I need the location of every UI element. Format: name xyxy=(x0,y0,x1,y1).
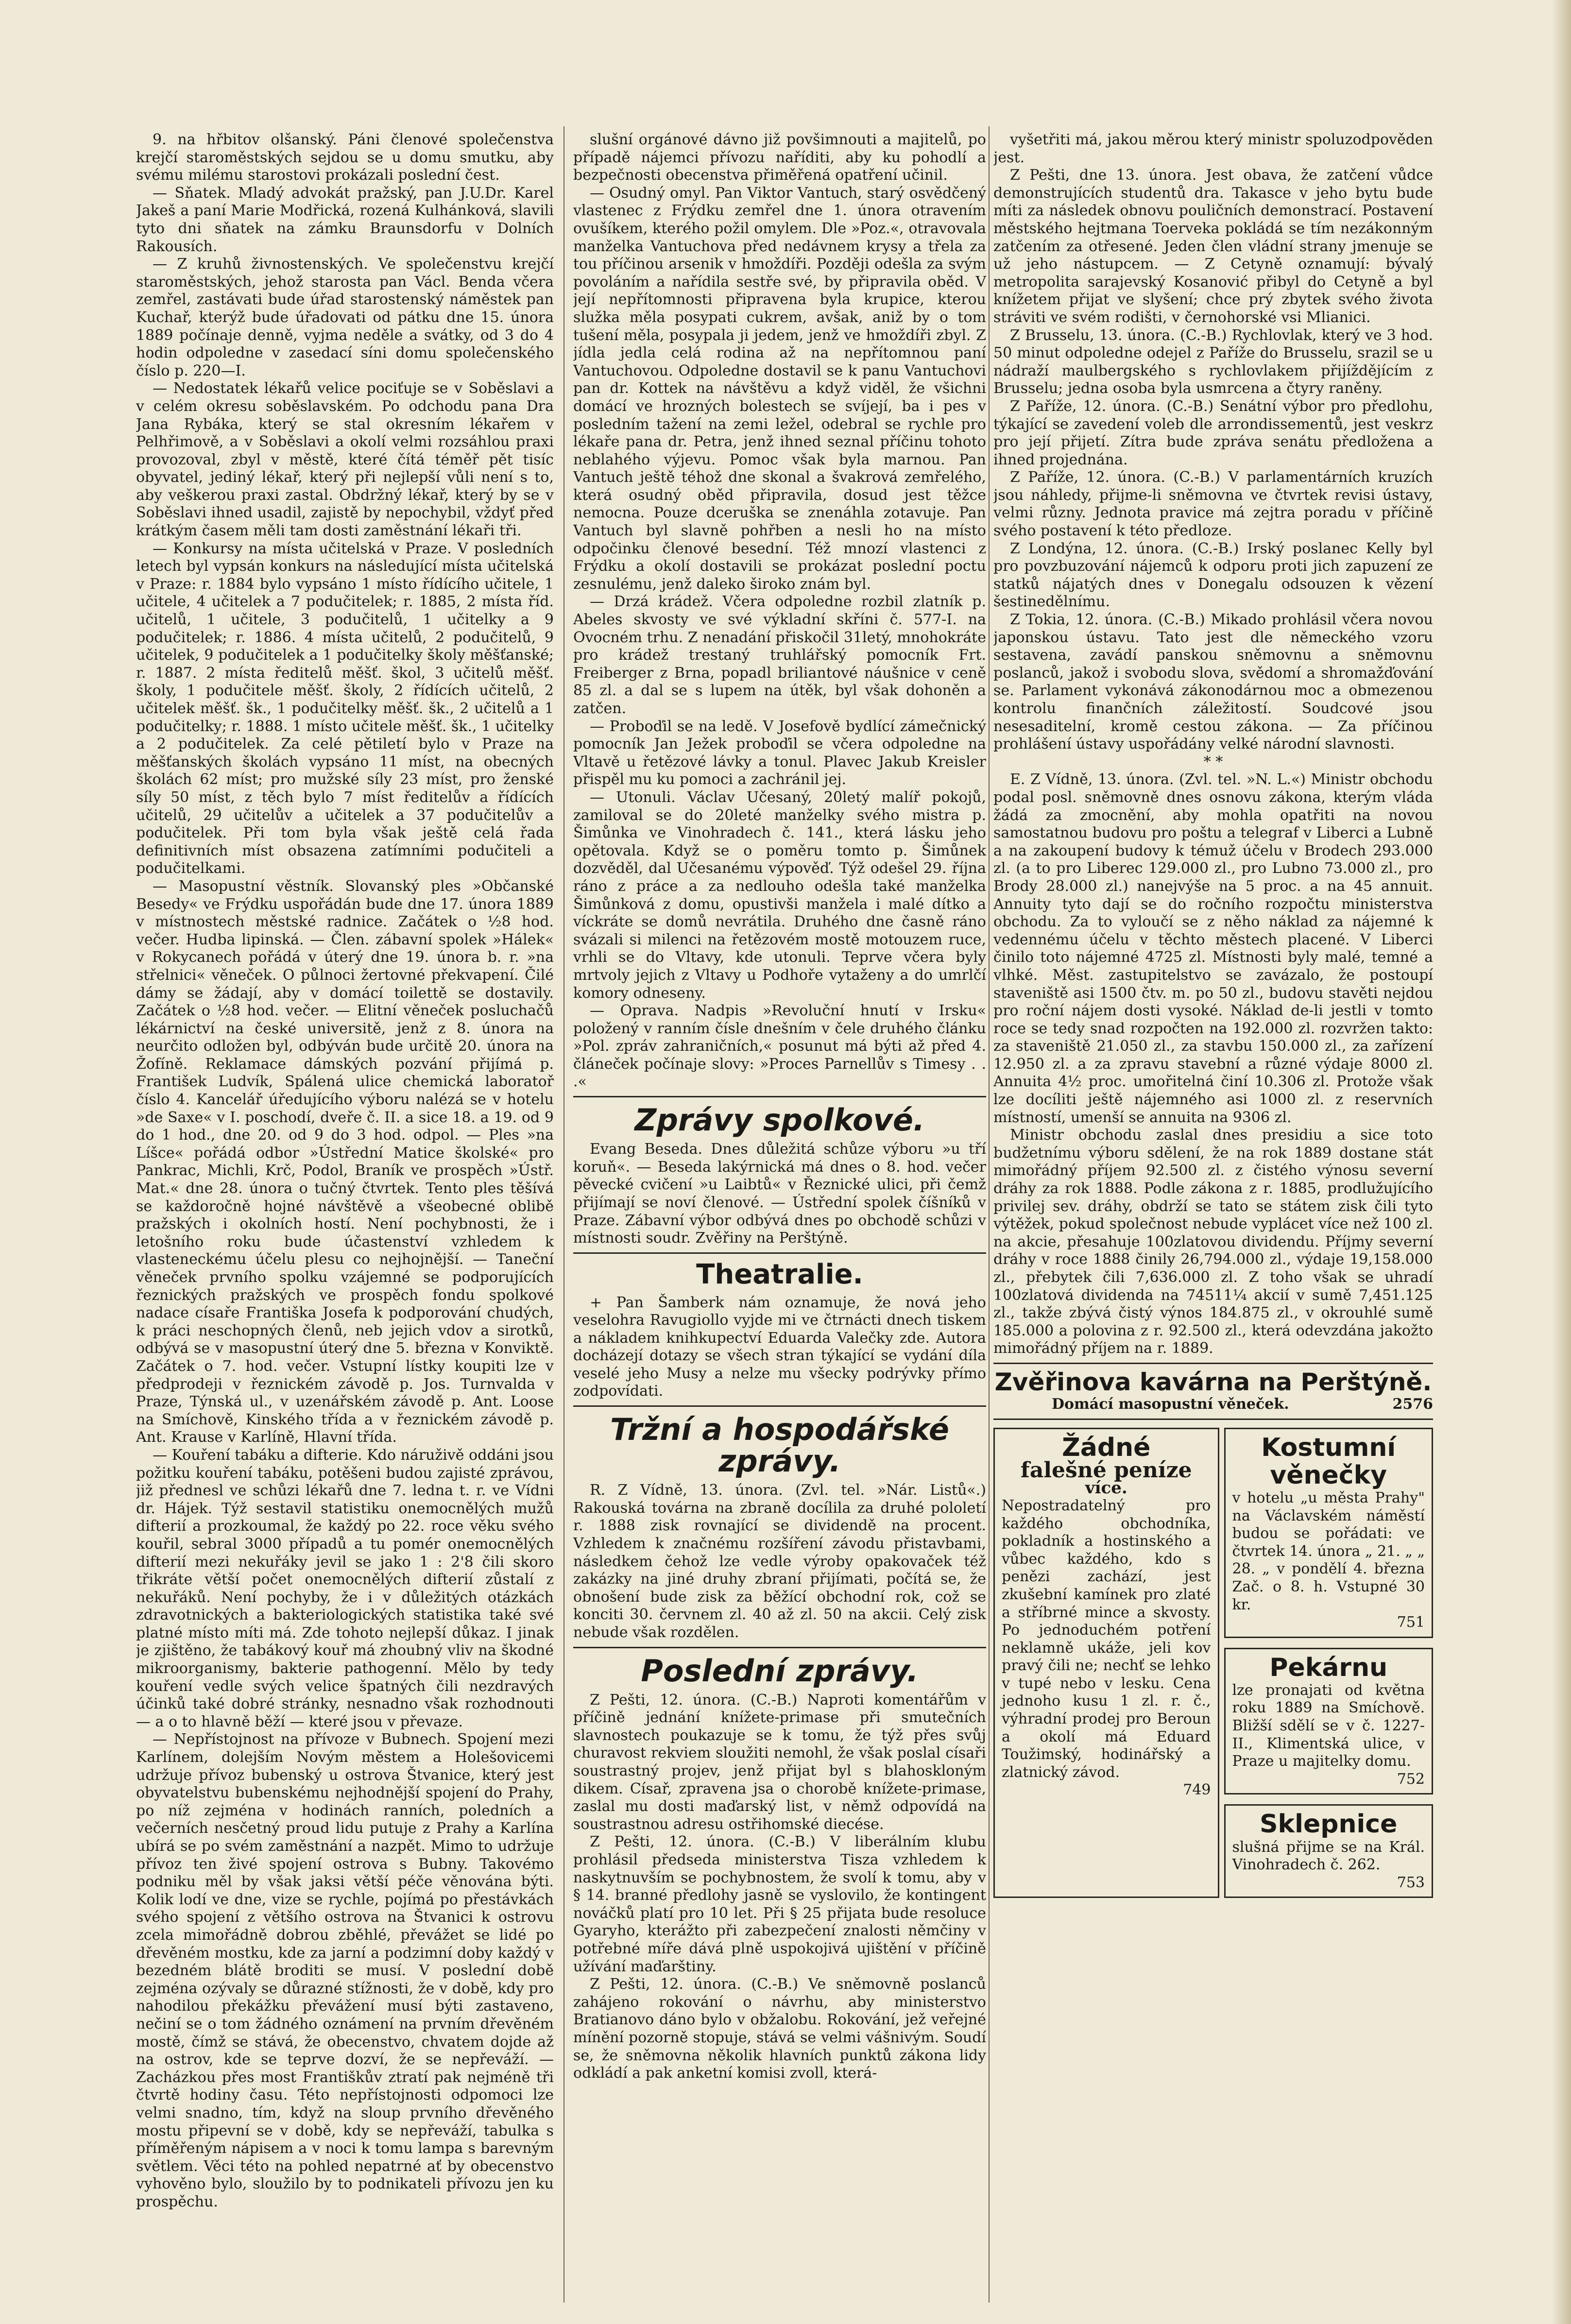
divider xyxy=(993,1418,1433,1420)
paragraph: Z Paříže, 12. února. (C.-B.) Senátní výbor pro předlohu, týkající se zavedení voleb dle arrondissementů, jest veskrz pro její přijetí. Zítra bude zpráva senátu předložena a ihned projednána. xyxy=(993,397,1433,468)
ad-title: Pekárnu xyxy=(1269,1653,1388,1682)
ad-body: lze pronajati od května roku 1889 na Smíchově. Bližší sdělí se v č. 1227-II., Klimentská ulice, v Praze u majitelky domu. xyxy=(1232,1681,1425,1770)
ad-number: 753 xyxy=(1397,1874,1425,1891)
paragraph: + Pan Šamberk nám oznamuje, že nová jeho veselohra Ravugiollo vyjde mi ve čtrnácti dnech tiskem a nákladem knihkupectví Eduarda Valečky zde. Autora docházejí dotazy se všech stran týkající se vydání díla veselé jeho Musy a nelze mu všecky podrývky přímo zodpovídati. xyxy=(573,1294,986,1400)
paragraph: R. Z Vídně, 13. února. (Zvl. tel. »Nár. Listů«.) Rakouská továrna na zbraně docílila za druhé pololetí r. 1888 zisk rovnající se dividendě na procent. Vzhledem k značnému rozšíření závodu přistavbami, následkem čehož lze vedle výroby opakovaček též zakázky na jiné druhy zbraní přijímati, počítá se, že obnošení bude zisk za běžící obchodní rok, což se konciti 30. červnem zl. 40 až zl. 50 na akcii. Celý zisk nebude však rozdělen. xyxy=(573,1482,986,1641)
section-heading-latest: Poslední zprávy. xyxy=(641,1653,919,1689)
divider xyxy=(573,1252,986,1254)
paragraph: — Masopustní věstník. Slovanský ples »Občanské Besedy« ve Frýdku uspořádán bude dne 17. února 1889 v místnostech městské radnice. Začátek o ½8 hod. večer. Hudba lipinská. — Člen. zábavní spolek »Hálek« v Rokycanech pořádá v úterý dne 19. února b. r. »na střelnici« věneček. O půlnoci žertovné překvapení. Čilé dámy se žádají, aby v domácí toilettě se dostavily. Začátek o ½8 hod. večer. — Elitní věneček posluchačů lékárnictví na české universitě, jenž z 8. února na neurčito odložen byl, odbýván bude určitě 20. února na Žofíně. Reklamace dámských pozvání přijímá p. František Ludvík, Spálená ulice chemická laboratoř číslo 4. Kancelář úředujícího výboru nalézá se v hotelu »de Saxe« v I. poschodí, dveře č. II. a sice 18. a 19. od 9 do 1 hod., dne 20. od 9 do 3 hod. odpol. — Ples »na Líšce« pořádá odbor »Ústřední Matice školské« pro Pankrac, Michli, Krč, Podol, Braník ve prospěch »Ústř. Mat.« dne 28. února o tučný čtvrtek. Tento ples těšívá se každoročně hojné návštěvě a všeobecné oblibě pražských i okolních hostí. Není pochybnosti, že i letošního roku bude účastenství vzhledem k vlasteneckému účelu plesu co nejhojnější. — Taneční věneček prvního spolku vzájemné se podporujících řeznických pražských ve prospěch fondu spolkové nadace císaře Františka Josefa k podporování chudých, k práci neschopných členů, neb jejich vdov a sirotků, odbývá se v masopustní úterý dne 5. března v Konviktě. Začátek o 7. hod. večer. Vstupní lístky koupiti lze v předprodeji v řeznickém závodě p. Jos. Turnvalda v Praze, Týnská ul., v uzenářském závodě p. Ant. Loose na Smíchově, Kinského třída a v řeznickém závodě p. Ant. Krause v Karlíně, Hlavní třída. xyxy=(136,877,554,1446)
section-heading-theatre: Theatralie. xyxy=(696,1258,863,1290)
ad-body: v hotelu „u města Prahy" na Václavském náměstí budou se pořádati: ve čtvrtek 14. února „ 21. „ „ 28. „ v pondělí 4. března Zač. o 8. h. Vstupné 30 kr. xyxy=(1232,1489,1425,1613)
divider xyxy=(993,1363,1433,1364)
column-2 xyxy=(573,131,986,2303)
ad-number: 2576 xyxy=(1392,1395,1433,1413)
divider xyxy=(573,1405,986,1407)
ads-stack xyxy=(1224,1425,1434,1901)
paragraph: — Drzá krádež. Včera odpoledne rozbil zlatník p. Abeles skvosty ve své výkladní skříni č. 577-I. na Ovocném trhu. Z nenadání přiskočil 31letý, mnohokráte pro krádež trestaný truhlářský pomocník Frt. Freiberger z Brna, popadl briliantové náušnice v ceně 85 zl. a dal se s lupem na útěk, byl však dohoněn a zatčen. xyxy=(573,593,986,717)
ad-title: falešné peníze xyxy=(1020,1457,1192,1483)
ad-title: Sklepnice xyxy=(1260,1810,1398,1839)
paragraph: — Nedostatek lékařů velice pociťuje se v Soběslavi a v celém okresu soběslavském. Po odchodu pana Dra Jana Rybáka, který se stal okresním lékařem v Pelhřimově, a v Soběslavi a okolí velmi rozsáhlou praxi provozoval, zbyl v městě, které čítá téměř pět tisíc obyvatel, jediný lékař, který při nejlepší vůli není s to, aby veškerou praxi zastal. Obdržný lékař, který by se v Soběslavi ihned usadil, zajistě by nepochybil, vždyť před krátkým časem měli tam dosti zaměstnání lékaři tři. xyxy=(136,380,554,540)
paragraph: vyšetřiti má, jakou měrou který ministr spoluzodpověden jest. xyxy=(993,131,1433,166)
paragraph: Evang Beseda. Dnes důležitá schůze výboru »u tří koruň«. — Beseda lakýrnická má dnes o 8. hod. večer pěvecké cvičení »u Laibtů« v Řeznické ulici, při čemž přijímají se noví členové. — Ústřední spolek číšníků v Praze. Zábavní výbor odbývá dnes po obchodě schůzi v místnosti soudr. Zvěřiny na Perštýně. xyxy=(573,1141,986,1247)
section-heading-spolky: Zprávy spolkové. xyxy=(634,1102,925,1138)
ad-number: 752 xyxy=(1397,1770,1425,1788)
paragraph: Z Pešti, dne 13. února. Jest obava, že zatčení vůdce demonstrujících studentů dra. Takasce v jeho bytu bude míti za následek obnovu pouličních demonstrací. Postavení městského hejtmana Toerveka pokládá se tím nezákonným zatčením za otřesené. Jeden člen vládní strany jmenuje se už jeho nástupcem. — Z Cetyně oznamují: bývalý metropolita sarajevský Kosanović přibyl do Cetyně a byl knížetem přijat ve slyšení; chce prý zbytek svého života stráviti ve svém rodišti, v černohorské vsi Mlianici. xyxy=(993,167,1433,326)
section-heading-market: Tržní a hospodářské zprávy. xyxy=(610,1412,949,1479)
paragraph: — Nepřístojnost na přívoze v Bubnech. Spojení mezi Karlínem, dolejším Novým městem a Holešovicemi udržuje přívoz bubenský u ostrova Štvanice, který jest obyvatelstvu bubenskému nejhodnější spojení do Prahy, po níž zejména v hodinách ranních, poledních a večerních nesčetný proud lidu putuje z Prahy a Karlína ubírá se po svém zaměstnání a nazpět. Mimo to udržuje přívoz ten živé spojení ostrova s Bubny. Takovémo podniku měl by však jaksi větší péče věnována býti. Kolik lodí ve dne, vize se rychle, pojímá po přestávkách svého spojení z většího ostrova na Štvanici k ostrovu zcela mimořádně dobrou zběhlé, převážet se lidé po dřevěném mostku, kde za jarní a podzimní doby každý v bezedném blátě broditi se musí. V poslední době zejména ozývaly se důrazné stížnosti, že v době, kdy pro nahodilou překážku převážení musí býti zastaveno, nečiní se o tom žádného oznámení na prvním dřevěném mostě, čímž se stává, že obecenstvo, chvatem dojde až na ostrov, kde se teprve dozví, že se nepřeváží. — Zacházkou přes most Františkův ztratí pak nejméně tři čtvrtě hodiny času. Této nepřístojnosti odpomoci lze velmi snadno, tím, když na sloup prvního dřevěného mostu připevní se v době, kdy se nepřeváží, tabulka s příměřeným nápisem a v noci k tomu lampa s barevným světlem. Věci této na pohled nepatrné ať by obecenstvo vyhověno bylo, sloužilo by to podnikateli přívozu jen ku prospěchu. xyxy=(136,1731,554,2210)
paragraph: 9. na hřbitov olšanský. Páni členové společenstva krejčí staroměstských sejdou se u domu smutku, aby svému milému starostovi prokázali poslední čest. xyxy=(136,131,554,184)
ad-cafe-title: Zvěřinova kavárna na Perštýně. xyxy=(994,1367,1432,1396)
paragraph: Z Brusselu, 13. února. (C.-B.) Rychlovlak, který ve 3 hod. 50 minut odpoledne odejel z Paříže do Brusselu, srazil se u nádraží maulbergského s rychlovlakem přijíždějícím z Brusselu; jedna osoba byla usmrcena a čtyry raněny. xyxy=(993,326,1433,397)
paragraph: Ministr obchodu zaslal dnes presidiu a sice toto budžetnímu výboru sdělení, že na rok 1889 dostane stát mimořádný příjem 92.500 zl. z čistého výnosu severní dráhy za rok 1888. Podle zákona z r. 1885, prodlužujícího privilej sev. dráhy, obdrží se tato se státem zisk čili tyto výtěžek, pokud společnost nebude vyplácet více než 100 zl. na akcie, přesahuje 100zlatovou dividendu. Příjmy severní dráhy v roce 1888 činily 26,794.000 zl., výdaje 19,158.000 zl., přebytek čili 7,636.000 zl. Z toho však se uhradí 100zlatová dividenda na 74511¼ akcií v sumě 7,451.125 zl., takže zbývá čistý výnos 184.875 zl., v okrouhlé sumě 185.000 a polovina z r. 92.500 zl., která odevzdána jakožto mimořádný příjem na r. 1889. xyxy=(993,1127,1433,1357)
ad-body: Nepostradatelný pro každého obchodníka, pokladník a hostinského a vůbec každého, kdo s penězi zachází, jest zkušební kamínek pro zlaté a stříbrné mince a skvosty. Po jednoduchém potření neklamně ukáže, jeli kov pravý čili ne; nechť se lehko v tupé nebo v lesku. Cena jednoho kusu 1 zl. r. č., výhradní prodej pro Beroun a okolí má Eduard Toužimský, hodinářský a zlatnický závod. xyxy=(1002,1497,1211,1781)
column-3 xyxy=(993,131,1433,2303)
separator-stars: * * xyxy=(1203,753,1223,770)
ad-cafe-line xyxy=(993,1396,1433,1414)
ad-waitress xyxy=(1224,1804,1434,1898)
paragraph: Z Pešti, 12. února. (C.-B.) V liberálním klubu prohlásil předseda ministerstva Tisza vzhledem k naskytnuvším se pochybnostem, že svolí k tomu, aby v § 14. branné předlohy jasně se vyslovilo, že kontingent nováčků platí pro 10 let. Při § 25 přijata bude resoluce Gyaryho, kterážto při zabezpečení znalosti němčiny v potřebné míře dává plně uspokojivá ujištění v příčině užívání maďarštiny. xyxy=(573,1833,986,1975)
paragraph: — Utonuli. Václav Učesaný, 20letý malíř pokojů, zamiloval se do 20leté manželky svého mistra p. Šimůnka ve Vinohradech č. 141., která lásku jeho opětovala. Když se o poměru tomto p. Šimůnek dozvěděl, dal Učesanému výpověď. Týž odešel 29. října ráno z práce a za nedlouho odešla také manželka Šimůnková z domu, opustivši manžela i malé dítko a víckráte se domů nevrátila. Druhého dne časně ráno svázali si milenci na řetězovém mostě motouzem ruce, vrhli se do Vltavy, kde utonuli. Teprve včera byly mrtvoly jejich z Vltavy u Podhoře vytaženy a do umrlčí komory odneseny. xyxy=(573,788,986,1002)
ads-row xyxy=(993,1425,1433,1901)
column-1 xyxy=(136,131,554,2303)
paragraph: — Sňatek. Mladý advokát pražský, pan J.U.Dr. Karel Jakeš a paní Marie Modřická, rozená Kulhánková, slavili tyto dni sňatek na zámku Braunsdorfu v Dolních Rakousích. xyxy=(136,184,554,255)
paragraph: E. Z Vídně, 13. února. (Zvl. tel. »N. L.«) Ministr obchodu podal posl. sněmovně dnes osnovu zákona, kterým vláda žádá za zmocnění, aby mohla opatřiti na novou samostatnou budovu pro poštu a telegraf v Liberci a Lubně a na zakoupení budovy k témuž účelu v Brodech 293.000 zl. (a to pro Liberec 129.000 zl., pro Lubno 73.000 zl., pro Brody 28.000 zl.) nanejvýše na 5 proc. a na 45 annuit. Annuity tyto dají se do ročního rozpočtu ministerstva obchodu. Za to vyloučí se z něho náklad za nájemné k vedennému účelu v těchto městech placené. V Liberci činilo toto nájemné 4725 zl. Místnosti byly malé, temné a vlhké. Měst. zastupitelstvo se zavázalo, že postoupí staveniště asi 1500 čtv. m. po 50 zl., budovu stavěti nejdou pro roční nájem dosti vysoké. Náklad de-li jestli v tomto roce se tedy snad rozpočten na 192.000 zl. rozvržen takto: za staveniště 21.050 zl., za stavbu 150.000 zl., za zařízení 12.950 zl. a za zpravu stavební a různé výdaje 8000 zl. Annuita 4½ proc. umořitelná činí 10.306 zl. Protože však lze docíliti ještě nájemného asi 1000 zl. z reservních místností, umenší se annuita na 9306 zl. xyxy=(993,771,1433,1126)
column-rule xyxy=(989,126,990,2303)
ad-bakery xyxy=(1224,1648,1434,1795)
paragraph: Z Londýna, 12. února. (C.-B.) Irský poslanec Kelly byl pro povzbuzování nájemců k odporu proti jich zapuzení ze statků nájatých dnes v Donegalu odsouzen k vězení šestinedělnímu. xyxy=(993,540,1433,611)
ad-title: Kostumní věnečky xyxy=(1261,1433,1396,1490)
divider xyxy=(573,1096,986,1097)
paragraph: Z Tokia, 12. února. (C.-B.) Mikado prohlásil včera novou japonskou ústavu. Tato jest dle německého vzoru sestavena, zavádí panskou sněmovnu a sněmovnu poslanců, jakož i svobodu slova, svědomí a shromažďování se. Parlament vykonává zákonodárnou moc a obmezenou kontrolu finančních záležitostí. Soudcové jsou nesesaditelní, kromě cestou zákona. — Za příčinou prohlášení ústavy uspořádány velké národní slavnosti. xyxy=(993,611,1433,753)
paragraph: — Oprava. Nadpis »Revoluční hnutí v Irsku« položený v ranním čísle dnešním v čele druhého článku »Pol. zpráv zahraničních,« posunut má býti až před 4. článeček počínaje slovy: »Proces Parnellův s Timesy . . .« xyxy=(573,1002,986,1091)
paragraph: Z Pešti, 12. února. (C.-B.) Ve sněmovně poslanců zahájeno rokování o návrhu, aby ministerstvo Bratianovo dáno bylo v obžalobu. Rokování, jež veřejné mínění pozorně stopuje, stává se velmi vášnivým. Soudí se, že sněmovna několik hlavních punktů zákona lidy odkládí a pak anketní komisi zvoll, která- xyxy=(573,1976,986,2082)
divider xyxy=(573,1647,986,1648)
ad-counterfeit xyxy=(993,1428,1219,1898)
paragraph: — Kouření tabáku a difterie. Kdo náruživě oddáni jsou požitku kouření tabáku, potěšeni budou zajisté zprávou, již přednesl ve schůzi lékařů dne 7. ledna t. r. ve Vídni dr. Hájek. Týž sestavil statistiku onemocnělých mužů difterií a prozkoumal, že každý po 22. roce věku svého kouřil, sebral 3000 případů a tu pomér onemocnělých difterií mezi nekuřáky jevil se jako 1 : 2'8 čili skoro třikráte větší počet onemocnělých difterií zůstalí z nekuřáků. Není pochyby, že i v důležitých otázkách zdravotnických a bakteriologických statistika také své platné místo míti má. Zde tohoto nejlepší důkaz. I jinak je zjištěno, že tabákový kouř má zhoubný vliv na škodné mikroorganismy, bakterie pathogenní. Mělo by tedy kouření vedle svých velice špatných čili nezdravých účinků také dobré stránky, nesnadno však rozhodnouti — a o to hlavně běží — které jsou v převaze. xyxy=(136,1446,554,1730)
ad-number: 751 xyxy=(1397,1614,1425,1631)
paragraph: — Konkursy na místa učitelská v Praze. V posledních letech byl vypsán konkurs na následující místa učitelská v Praze: r. 1884 bylo vypsáno 1 místo řídícího učitele, 1 učitele, 4 učitelek a 7 podučitelek; r. 1885, 2 místa říd. učitelů, 1 učitele, 3 podučitelů, 1 učitelky a 9 podučitelek; r. 1886. 4 místa učitelů, 2 podučitelů, 9 učitelek, 9 podučitelek a 1 podučitelky školy měšťanské; r. 1887. 2 místa ředitelů měšť. škol, 3 učitelů měšť. školy, 1 podučitele měšť. školy, 2 řídících učitelů, 2 učitelek měšť. šk., 1 podučitelky měšť. šk., 2 učitelů a 1 podučitelky; r. 1888. 1 místo učitele měšť. šk., 1 učitelky a 2 podučitelek. Za celé pětiletí bylo v Praze na měšťanských školách vypsáno 11 míst, na obecných školách 62 míst; pro mužské síly 23 míst, pro ženské síly 50 míst, z těch bylo 7 míst ředitelův a řídících učitelů, 29 učitelův a učitelek a 37 podučitelův a podučitelek. Při tom byla však ještě celá řada definitivních míst obsazena zatímními podučiteli a podučitelkami. xyxy=(136,540,554,877)
ad-costume-balls xyxy=(1224,1428,1434,1638)
ad-cafe-subtitle: Domácí masopustní věneček. xyxy=(1052,1395,1289,1413)
page-edge xyxy=(1552,0,1571,2324)
paragraph: — Proboďil se na ledě. V Josefově bydlící zámečnický pomocník Jan Ježek proboďil se včera odpoledne na Vltavě u řetězové lávky a tonul. Plavec Jakub Kreisler přispěl mu ku pomoci a zachránil jej. xyxy=(573,718,986,788)
ad-title: více. xyxy=(1085,1478,1127,1498)
ad-body: slušná přijme se na Král. Vinohradech č. 262. xyxy=(1232,1838,1425,1874)
paragraph: Z Pešti, 12. února. (C.-B.) Naproti komentářům v příčině jednání knížete-primase při smutečních slavnostech poukazuje se k tomu, že týž přes svůj churavost rekviem sloužiti nemohl, že však poslal císaři soustrastný projev, jenž přijat byl s blahoskloným dikem. Císař, zpravena jsa o chorobě knížete-primase, zaslal mu dosti maďarský list, v němž odpovídá na soustrastnou adresu ostřihomské diecése. xyxy=(573,1691,986,1833)
ad-number: 749 xyxy=(1183,1781,1211,1799)
paragraph: — Osudný omyl. Pan Viktor Vantuch, starý osvědčený vlastenec z Frýdku zemřel dne 1. února otravením ovušíkem, kterého požil omylem. Dle »Poz.«, otravovala manželka Vantuchova před nedávnem krysy a třela za tou příčinou arsenik v hmoždíři. Později odešla za svým povoláním a nařídila sestře své, by připravila oběd. V její nepřítomnosti připravena byla krupice, kterou služka měla posypati cukrem, avšak, aniž by o tom tušení měla, posypala ji jedem, jenž ve hmoždíři zbyl. Z jídla jedla celá rodina až na nepřítomnou paní Vantuchovou. Odpoledne dostavil se k panu Vantuchovi pan dr. Kottek na návštěvu a když viděl, že všichni domácí ve hrozných bolestech se svíjejí, ba i pes v posledním tažení na zemi ležel, odebral se rychle pro lékaře pana dr. Petra, jenž ihned seznal příčinu tohoto neblahého výjevu. Pomoc však byla marnou. Pan Vantuch ještě téhož dne skonal a švakrová zemřelého, která osudný oběd připravila, dosud jest těžce nemocna. Pouze dceruška se znenáhla zotavuje. Pan Vantuch byl slavně pohřben a nesli ho na místo odpočinku členové besední. Též mnozí vlastenci z Frýdku a okolí dostavili se prokázat poslední poctu zesnulému, jenž daleko široko znám byl. xyxy=(573,184,986,593)
paragraph: Z Paříže, 12. února. (C.-B.) V parlamentárních kruzích jsou náhledy, přijme-li sněmovna ve čtvrtek revisi ústavy, velmi různy. Jednota pravice má zejtra poradu v příčině svého postavení k této předloze. xyxy=(993,469,1433,540)
paragraph: slušní orgánové dávno již povšimnouti a majitelů, po případě nájemci přívozu naříditi, aby ku pohodlí a bezpečnosti obecenstva přiměřená opatření učinil. xyxy=(573,131,986,184)
ad-title: Žádné xyxy=(1062,1433,1151,1462)
paragraph: — Z kruhů živnostenských. Ve společenstvu krejčí staroměstských, jehož starosta pan Václ. Benda včera zemřel, zastávati bude úřad starostenský náměstek pan Kuchař, kterýž bude úřadovati od pátku dne 15. února 1889 počínaje denně, vyjma neděle a svátky, od 3 do 4 hodin odpoledne v zasedací síni domu společenského číslo p. 220—I. xyxy=(136,256,554,379)
